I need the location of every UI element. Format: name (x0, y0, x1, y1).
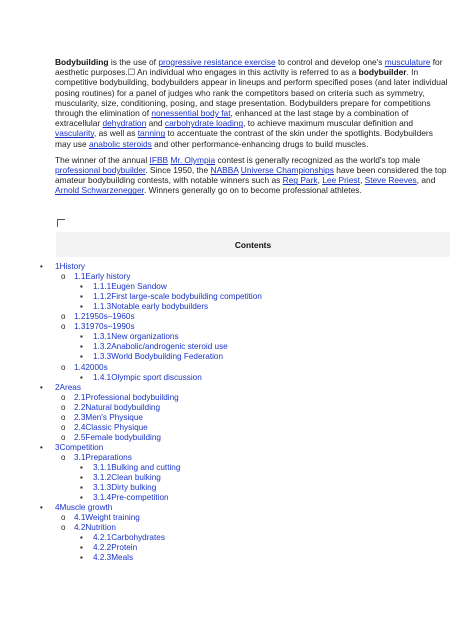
toc-header (56, 232, 450, 257)
toc-item-link[interactable]: 1.1.1Eugen Sandow (93, 282, 167, 292)
toc-bullet: • (40, 442, 43, 452)
article-link[interactable]: dehydration (102, 118, 147, 129)
toc-item-link[interactable]: 3.1.1Bulking and cutting (93, 463, 181, 472)
body-text: have been considered the top amateur bodybuilding contests, with notable winners such as (55, 165, 447, 186)
toc-bullet: o (61, 513, 66, 523)
body-text: and (146, 118, 165, 129)
article-link[interactable]: Steve Reeves (364, 175, 417, 186)
toc-bullet: ▪ (80, 543, 83, 553)
toc-item-link[interactable]: 3.1.4Pre-competition (93, 493, 169, 503)
body-text: contest is generally recognized as the world's top male (215, 154, 421, 165)
toc-item-link[interactable]: 3.1.2Clean bulking (93, 473, 161, 483)
toc-item-link[interactable]: 1History (55, 262, 86, 271)
body-text: , as well as (93, 128, 138, 139)
article-link[interactable]: Mr. Olympia (170, 154, 216, 165)
toc-item-link[interactable]: 2.3Men's Physique (74, 412, 143, 422)
body-text: , enhanced at the last stage by a combination of extracellular (55, 108, 409, 129)
toc-item-link[interactable]: 4.2.1Carbohydrates (93, 533, 165, 543)
intro-paragraph-2 (55, 155, 450, 196)
toc-bullet: • (40, 262, 43, 271)
toc-item-link[interactable]: 2Areas (55, 382, 81, 392)
toc-title: Contents (234, 240, 272, 250)
toc-bullet: o (61, 362, 66, 372)
body-text: and other performance-enhancing drugs to build muscles. (151, 138, 369, 149)
article-link[interactable]: Lee Priest (322, 175, 360, 186)
article-link[interactable]: Arnold Schwarzenegger (55, 185, 144, 196)
body-text: is the use of (108, 57, 159, 67)
body-text: , (317, 175, 323, 186)
article-link[interactable]: carbohydrate loading (164, 118, 244, 129)
article-link[interactable]: Reg Park (282, 175, 318, 186)
body-text: to accentuate the contrast of the skin under the spotlights. Bodybuilders may use (55, 128, 433, 149)
body-text: to control and develop one's (275, 57, 385, 67)
toc-item-link[interactable]: 4.1Weight training (74, 513, 140, 523)
toc-item-link[interactable]: 3Competition (55, 442, 104, 452)
toc-bullet: ▪ (80, 352, 83, 362)
article-link[interactable]: vascularity (55, 128, 94, 139)
article-link[interactable]: nonessential body fat (151, 108, 231, 119)
toc-item-link[interactable]: 4.2.3Meals (93, 553, 134, 563)
toc-item-link[interactable]: 1.3.1New organizations (93, 332, 179, 342)
toc-item-link[interactable]: 4Muscle growth (55, 503, 113, 513)
article-link[interactable]: musculature (384, 57, 431, 67)
article-link[interactable]: anabolic steroids (88, 138, 152, 149)
toc-bullet: ▪ (80, 493, 83, 503)
toc-item-link[interactable]: 2.4Classic Physique (74, 422, 148, 432)
toc-bullet: ▪ (80, 463, 83, 472)
toc-bullet: ▪ (80, 342, 83, 352)
toc-bullet: ▪ (80, 282, 83, 292)
broken-image-icon (57, 219, 65, 227)
article-link[interactable]: professional bodybuilder (55, 165, 146, 176)
intro-paragraph-1 (55, 57, 450, 149)
article-link[interactable]: progressive resistance exercise (158, 57, 276, 67)
body-text: The winner of the annual (55, 154, 150, 165)
toc-item-link[interactable]: 4.2.2Protein (93, 543, 138, 553)
toc-item-link[interactable]: 1.3.2Anabolic/androgenic steroid use (93, 342, 228, 352)
toc-bullet: • (40, 503, 43, 513)
toc-bullet: o (61, 452, 66, 462)
toc-item-link[interactable]: 1.21950s–1960s (74, 312, 135, 322)
toc-item-link[interactable]: 4.2Nutrition (74, 523, 116, 533)
toc-item-link[interactable]: 1.1.3Notable early bodybuilders (93, 302, 209, 312)
toc-bullet: ▪ (80, 483, 83, 493)
toc-item-link[interactable]: 1.42000s (74, 362, 108, 372)
article-link[interactable]: NABBA (210, 165, 239, 176)
bold-term: bodybuilder (358, 67, 407, 78)
toc-item-link[interactable]: 2.2Natural bodybuilding (74, 402, 161, 412)
toc-bullet: o (61, 312, 66, 322)
article-link[interactable]: tanning (137, 128, 166, 139)
toc-bullet: • (40, 382, 43, 392)
toc-bullet: o (61, 422, 66, 432)
toc-bullet: o (61, 392, 66, 402)
article-link[interactable]: Universe Championships (240, 165, 334, 176)
toc-item-link[interactable]: 3.1.3Dirty bulking (93, 483, 157, 493)
article-intro (55, 57, 450, 202)
toc-bullet: ▪ (80, 332, 83, 342)
toc-item-link[interactable]: 1.3.3World Bodybuilding Federation (93, 352, 224, 362)
toc-bullet: o (61, 322, 66, 332)
bold-term: Bodybuilding (55, 57, 109, 67)
toc-item-link[interactable]: 3.1Preparations (74, 452, 132, 462)
toc-bullet: o (61, 412, 66, 422)
toc-item-link[interactable]: 1.1.2First large-scale bodybuilding competition (93, 292, 262, 302)
toc-bullet: o (61, 432, 66, 442)
toc-bullet: ▪ (80, 553, 83, 563)
toc-bullet: ▪ (80, 292, 83, 302)
toc-bullet: o (61, 523, 66, 533)
toc-item-link[interactable]: 2.1Professional bodybuilding (74, 392, 179, 402)
toc-item-link[interactable]: 2.5Female bodybuilding (74, 432, 161, 442)
toc-item-link[interactable]: 1.1Early history (74, 272, 131, 282)
toc-bullet: ▪ (80, 473, 83, 483)
toc-bullet: o (61, 402, 66, 412)
body-text: , and (416, 175, 436, 186)
body-text: . Since 1950, the (145, 165, 211, 176)
body-text: . Winners generally go on to become professional athletes. (143, 185, 362, 196)
toc-bullet: ▪ (80, 533, 83, 543)
article-link[interactable]: IFBB (149, 154, 169, 165)
body-text: for aesthetic purposes.☐ An individual who engages in this activity is referred to as a (55, 57, 443, 78)
toc-item-link[interactable]: 1.31970s–1990s (74, 322, 135, 332)
toc-item-link[interactable]: 1.4.1Olympic sport discussion (93, 372, 202, 382)
body-text: . In competitive bodybuilding, bodybuilders appear in lineups and perform specified poses (and later individual posing routines) for a panel of judges who rank the competitors based on criteria such as symmetry, muscularity, size, conditioning, posing, and stage presentation. Bodybuilders prepare for competitions through the elimination of (55, 67, 448, 119)
toc-bullet: o (61, 272, 66, 282)
toc-bullet: ▪ (80, 302, 83, 312)
body-text: , (359, 175, 365, 186)
body-text: , to achieve maximum muscular definition and (243, 118, 414, 129)
toc-bullet: ▪ (80, 372, 83, 382)
